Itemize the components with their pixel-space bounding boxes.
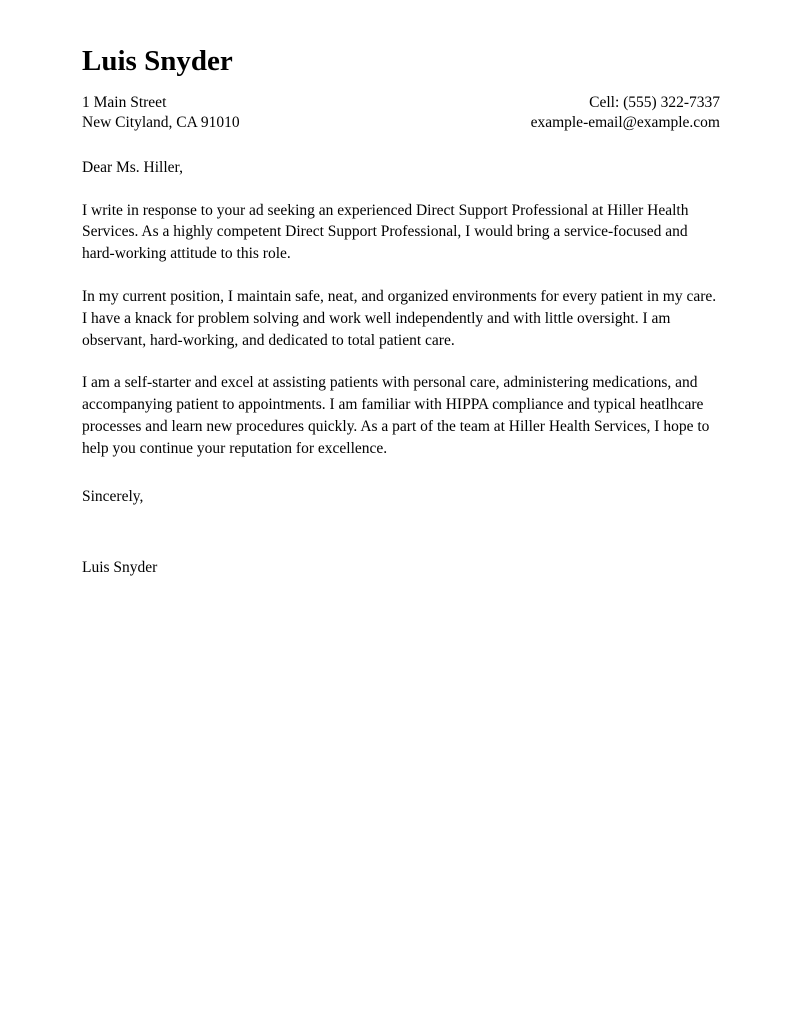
contact-block (82, 93, 720, 134)
address-line-1: 1 Main Street (82, 93, 167, 111)
address-line-2: New Cityland, CA 91010 (82, 114, 240, 132)
letter-author-name: Luis Snyder (82, 45, 233, 77)
body-paragraph-3: I am a self-starter and excel at assisting patients with personal care, administering medications, and accompanying patient to appointments. I am familiar with HIPPA compliance and typical heatlhcare processes and learn new procedures quickly. As a part of the team at Hiller Health Services, I hope to help you continue your reputation for excellence. (82, 374, 710, 457)
contact-cell: Cell: (555) 322-7337 (589, 93, 720, 111)
contact-email: example-email@example.com (530, 114, 720, 132)
closing: Sincerely, (82, 487, 144, 505)
salutation: Dear Ms. Hiller, (82, 158, 183, 176)
contact-address (82, 93, 240, 134)
contact-phone-email (531, 93, 720, 134)
body-paragraph-2: In my current position, I maintain safe, neat, and organized environments for every patient in my care. I have a knack for problem solving and work well independently and with little oversight. I am observant, hard-working, and dedicated to total patient care. (82, 288, 717, 349)
body-paragraph-1: I write in response to your ad seeking an experienced Direct Support Professional at Hiller Health Services. As a highly competent Direct Support Professional, I would bring a service-focused and hard-working attitude to this role. (82, 201, 689, 263)
signature-name: Luis Snyder (82, 559, 158, 577)
